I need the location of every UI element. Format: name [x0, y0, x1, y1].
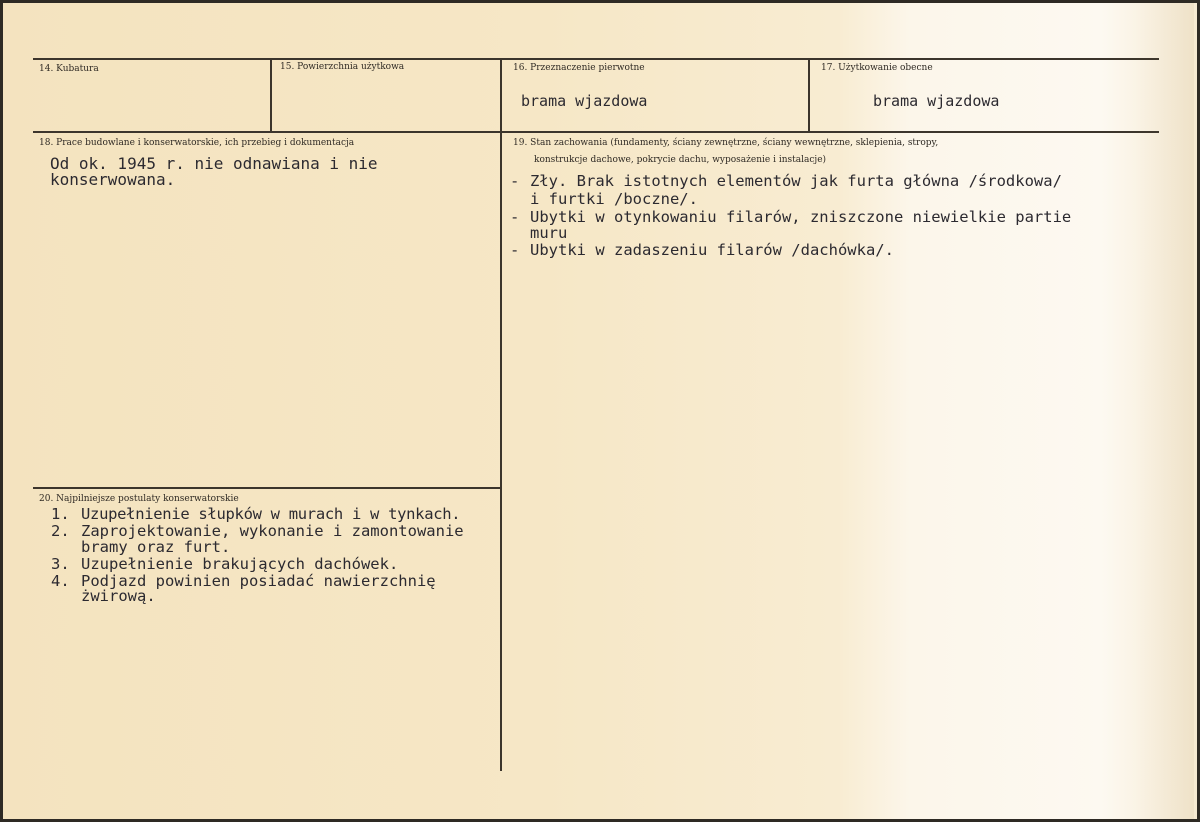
section-divider-18-20	[33, 487, 501, 489]
field-20-item-4-line-1: Podjazd powinien posiadać nawierzchnię	[81, 572, 436, 590]
field-20-item-2-line-1: Zaprojektowanie, wykonanie i zamontowanie	[81, 522, 464, 540]
field-17-label: 17. Użytkowanie obecne	[821, 63, 933, 73]
field-18-text-line-1: Od ok. 1945 r. nie odnawiana i nie	[50, 154, 378, 173]
field-19-label-line-1: 19. Stan zachowania (fundamenty, ściany zewnętrzne, ściany wewnętrzne, sklepienia, stropy,	[513, 138, 939, 148]
field-19-item-1-line-2: i furtki /boczne/.	[530, 190, 698, 208]
row-divider	[33, 131, 1159, 133]
field-19-item-2-marker: -	[510, 208, 520, 226]
field-14-label: 14. Kubatura	[39, 64, 99, 74]
field-20-item-1-marker: 1.	[51, 505, 70, 523]
field-19-item-2-line-1: Ubytki w otynkowaniu filarów, zniszczone niewielkie partie	[530, 208, 1072, 226]
field-16-value: brama wjazdowa	[521, 92, 648, 110]
top-rule	[33, 58, 1159, 60]
field-17-value: brama wjazdowa	[873, 92, 1000, 110]
field-19-item-3-marker: -	[510, 241, 520, 259]
field-19-item-3-line-1: Ubytki w zadaszeniu filarów /dachówka/.	[530, 241, 894, 259]
field-18-label: 18. Prace budowlane i konserwatorskie, ich przebieg i dokumentacja	[39, 138, 355, 148]
field-20-item-2-line-2: bramy oraz furt.	[81, 538, 231, 556]
field-19-item-2-line-2: muru	[530, 224, 568, 242]
field-20-item-1-line-1: Uzupełnienie słupków w murach i w tynkach.	[81, 505, 461, 523]
paper-edge-shading	[1134, 3, 1194, 819]
field-19-label-line-2: konstrukcje dachowe, pokrycie dachu, wyposażenie i instalacje)	[534, 155, 827, 165]
column-divider-2	[500, 58, 502, 771]
field-20-label: 20. Najpilniejsze postulaty konserwatorskie	[39, 494, 239, 504]
field-18-text-line-2: konserwowana.	[50, 170, 176, 189]
field-15-label: 15. Powierzchnia użytkowa	[280, 62, 405, 72]
field-20-item-2-marker: 2.	[51, 522, 70, 540]
field-19-item-1-marker: -	[510, 172, 520, 190]
field-19-item-1-line-1: Zły. Brak istotnych elementów jak furta główna /środkowa/	[530, 172, 1062, 190]
field-20-item-3-marker: 3.	[51, 555, 70, 573]
field-20-item-4-line-2: żwirową.	[81, 587, 156, 605]
column-divider-3	[808, 58, 810, 132]
field-16-label: 16. Przeznaczenie pierwotne	[513, 63, 645, 73]
column-divider-1	[270, 58, 272, 132]
field-20-item-4-marker: 4.	[51, 572, 70, 590]
field-20-item-3-line-1: Uzupełnienie brakujących dachówek.	[81, 555, 399, 573]
